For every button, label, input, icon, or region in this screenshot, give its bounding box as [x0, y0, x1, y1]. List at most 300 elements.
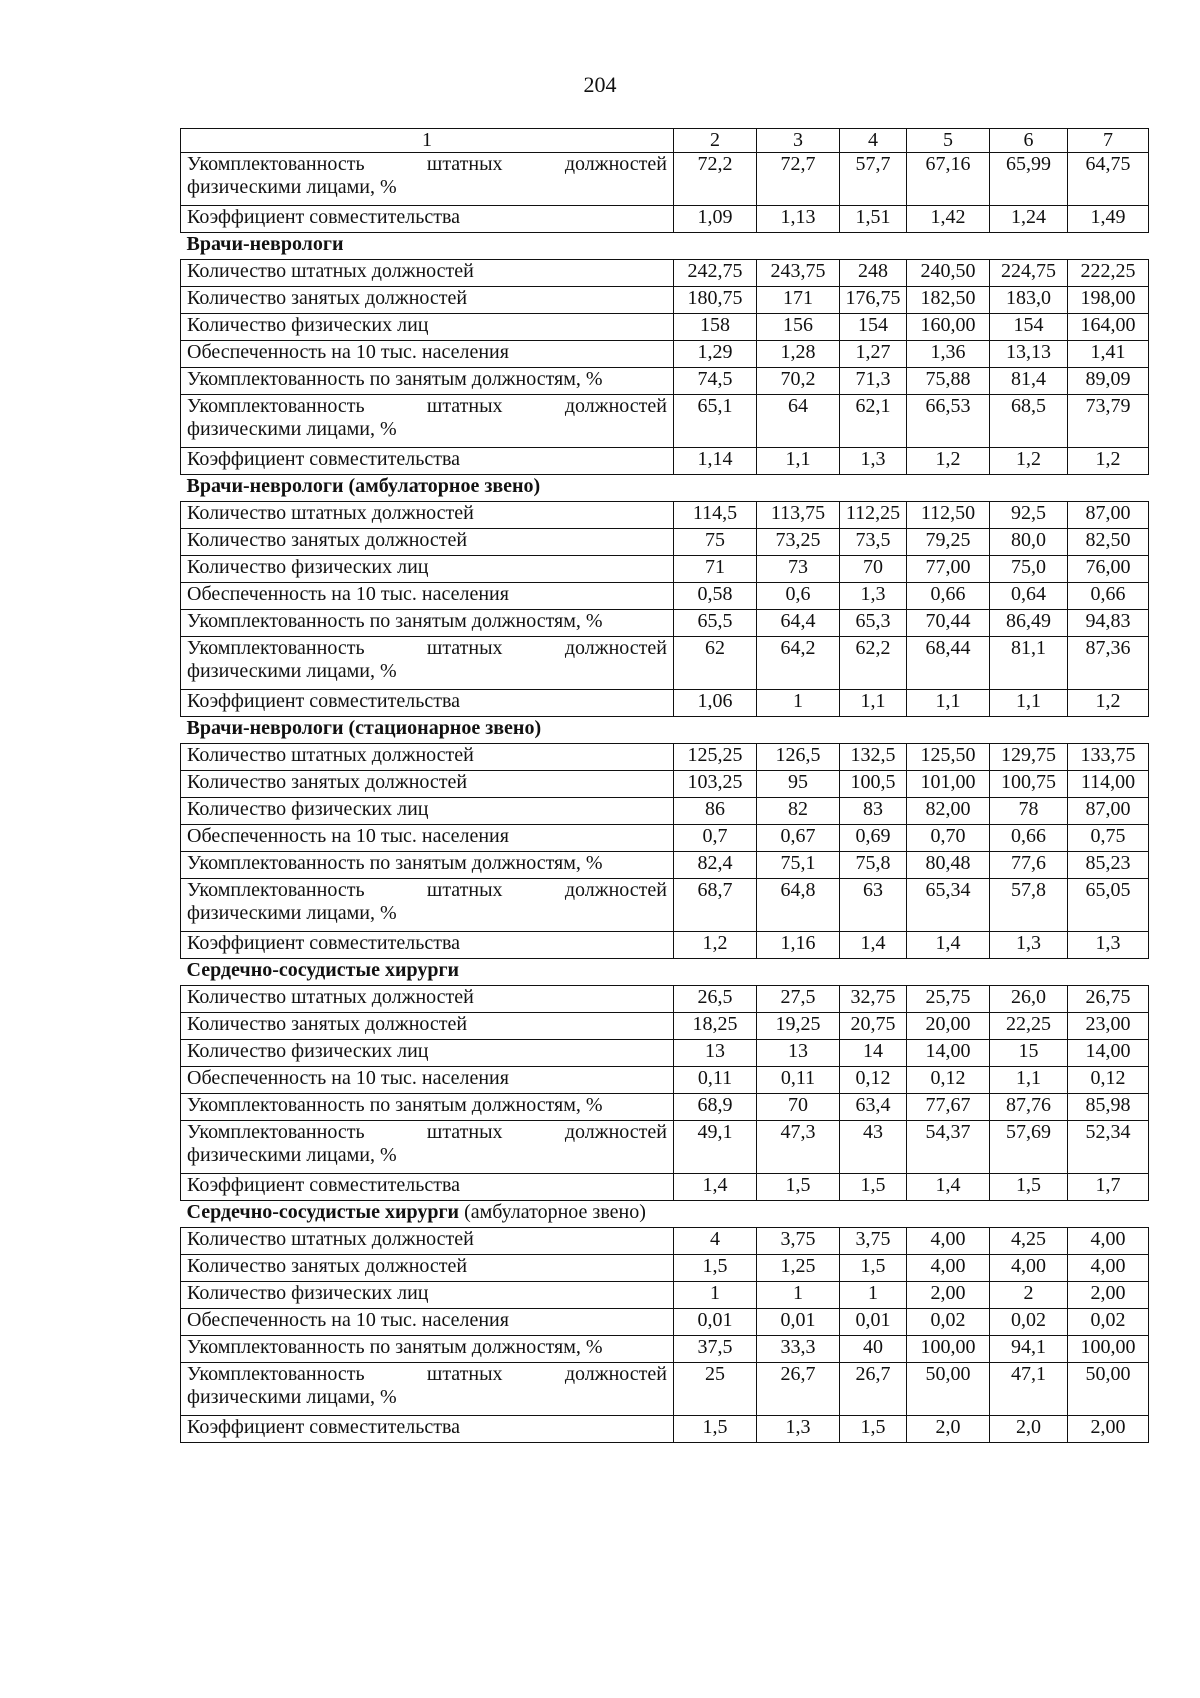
table-cell: 2,00 — [1068, 1282, 1149, 1309]
table-row — [181, 395, 1149, 448]
row-label: Количество занятых должностей — [181, 1013, 674, 1040]
table-cell: 0,12 — [840, 1067, 907, 1094]
table-cell: 67,16 — [907, 153, 990, 206]
row-label: Укомплектованность штатных должностей физическими лицами, % — [181, 395, 674, 448]
table-cell: 1,25 — [757, 1255, 840, 1282]
section-title — [181, 1201, 1149, 1228]
section-header-row — [181, 475, 1149, 502]
table-cell: 95 — [757, 771, 840, 798]
table-cell: 1,3 — [840, 583, 907, 610]
table-cell: 68,9 — [674, 1094, 757, 1121]
table-cell: 26,7 — [757, 1363, 840, 1416]
table-cell: 101,00 — [907, 771, 990, 798]
table-cell: 87,36 — [1068, 637, 1149, 690]
table-cell: 94,83 — [1068, 610, 1149, 637]
table-cell: 82,50 — [1068, 529, 1149, 556]
row-label: Количество физических лиц — [181, 798, 674, 825]
table-cell: 68,44 — [907, 637, 990, 690]
table-cell: 0,66 — [990, 825, 1068, 852]
table-cell: 1,24 — [990, 206, 1068, 233]
table-cell: 52,34 — [1068, 1121, 1149, 1174]
table-row — [181, 1094, 1149, 1121]
column-number: 3 — [757, 129, 840, 153]
table-cell: 0,01 — [840, 1309, 907, 1336]
table-row — [181, 153, 1149, 206]
row-label: Обеспеченность на 10 тыс. населения — [181, 825, 674, 852]
table-cell: 0,12 — [1068, 1067, 1149, 1094]
table-cell: 0,11 — [674, 1067, 757, 1094]
section-title-text: Врачи-неврологи — [186, 233, 344, 255]
table-cell: 1 — [674, 1282, 757, 1309]
row-label: Количество физических лиц — [181, 556, 674, 583]
table-cell: 50,00 — [907, 1363, 990, 1416]
table-cell: 0,01 — [674, 1309, 757, 1336]
table-cell: 64,8 — [757, 879, 840, 932]
table-cell: 1,4 — [674, 1174, 757, 1201]
table-row — [181, 932, 1149, 959]
table-cell: 4 — [674, 1228, 757, 1255]
section-title — [181, 717, 1149, 744]
table-cell: 75,8 — [840, 852, 907, 879]
table-cell: 14,00 — [907, 1040, 990, 1067]
table-row — [181, 1282, 1149, 1309]
column-number-row — [181, 129, 1149, 153]
section-title — [181, 475, 1149, 502]
table-cell: 176,75 — [840, 287, 907, 314]
table-cell: 4,25 — [990, 1228, 1068, 1255]
table-cell: 240,50 — [907, 260, 990, 287]
table-cell: 27,5 — [757, 986, 840, 1013]
table-row — [181, 798, 1149, 825]
table-cell: 82,00 — [907, 798, 990, 825]
table-cell: 19,25 — [757, 1013, 840, 1040]
table-cell: 25 — [674, 1363, 757, 1416]
column-number: 6 — [990, 129, 1068, 153]
table-cell: 1 — [757, 690, 840, 717]
table-cell: 0,67 — [757, 825, 840, 852]
row-label: Укомплектованность штатных должностей физическими лицами, % — [181, 1121, 674, 1174]
table-cell: 72,7 — [757, 153, 840, 206]
table-cell: 14,00 — [1068, 1040, 1149, 1067]
table-cell: 2,0 — [907, 1416, 990, 1443]
table-cell: 64 — [757, 395, 840, 448]
table-row — [181, 1040, 1149, 1067]
section-header-row — [181, 233, 1149, 260]
table-cell: 89,09 — [1068, 368, 1149, 395]
table-cell: 1,7 — [1068, 1174, 1149, 1201]
row-label: Количество штатных должностей — [181, 986, 674, 1013]
table-cell: 1,36 — [907, 341, 990, 368]
table-cell: 75,88 — [907, 368, 990, 395]
table-cell: 160,00 — [907, 314, 990, 341]
section-title-text: Сердечно-сосудистые хирурги — [186, 959, 460, 981]
row-label: Обеспеченность на 10 тыс. населения — [181, 583, 674, 610]
table-cell: 20,00 — [907, 1013, 990, 1040]
table-row — [181, 206, 1149, 233]
table-cell: 77,6 — [990, 852, 1068, 879]
table-cell: 78 — [990, 798, 1068, 825]
table-row — [181, 583, 1149, 610]
table-cell: 77,67 — [907, 1094, 990, 1121]
table-cell: 112,50 — [907, 502, 990, 529]
table-cell: 81,4 — [990, 368, 1068, 395]
table-cell: 1,3 — [990, 932, 1068, 959]
table-cell: 80,48 — [907, 852, 990, 879]
table-cell: 4,00 — [1068, 1255, 1149, 1282]
table-cell: 71 — [674, 556, 757, 583]
table-cell: 1,09 — [674, 206, 757, 233]
column-number: 2 — [674, 129, 757, 153]
row-label: Укомплектованность штатных должностей физическими лицами, % — [181, 1363, 674, 1416]
table-cell: 86,49 — [990, 610, 1068, 637]
row-label: Коэффициент совместительства — [181, 1416, 674, 1443]
table-cell: 73,5 — [840, 529, 907, 556]
row-label: Укомплектованность по занятым должностям, % — [181, 852, 674, 879]
table-row — [181, 287, 1149, 314]
table-cell: 70,2 — [757, 368, 840, 395]
table-cell: 242,75 — [674, 260, 757, 287]
table-cell: 1,29 — [674, 341, 757, 368]
table-cell: 75,1 — [757, 852, 840, 879]
row-label: Количество штатных должностей — [181, 502, 674, 529]
table-cell: 81,1 — [990, 637, 1068, 690]
table-cell: 18,25 — [674, 1013, 757, 1040]
table-cell: 64,2 — [757, 637, 840, 690]
table-cell: 54,37 — [907, 1121, 990, 1174]
table-cell: 80,0 — [990, 529, 1068, 556]
table-row — [181, 690, 1149, 717]
table-cell: 0,11 — [757, 1067, 840, 1094]
table-cell: 1,3 — [757, 1416, 840, 1443]
table-cell: 3,75 — [840, 1228, 907, 1255]
table-row — [181, 1067, 1149, 1094]
table-cell: 0,75 — [1068, 825, 1149, 852]
table-row — [181, 1309, 1149, 1336]
table-cell: 37,5 — [674, 1336, 757, 1363]
row-label: Укомплектованность штатных должностей физическими лицами, % — [181, 879, 674, 932]
table-cell: 0,64 — [990, 583, 1068, 610]
table-cell: 1,51 — [840, 206, 907, 233]
table-cell: 3,75 — [757, 1228, 840, 1255]
column-number: 5 — [907, 129, 990, 153]
table-row — [181, 1174, 1149, 1201]
table-cell: 2,0 — [990, 1416, 1068, 1443]
table-cell: 100,75 — [990, 771, 1068, 798]
table-cell: 85,23 — [1068, 852, 1149, 879]
table-cell: 1,06 — [674, 690, 757, 717]
table-cell: 182,50 — [907, 287, 990, 314]
table-cell: 73,25 — [757, 529, 840, 556]
table-cell: 71,3 — [840, 368, 907, 395]
table-cell: 79,25 — [907, 529, 990, 556]
table-cell: 70,44 — [907, 610, 990, 637]
table-cell: 65,5 — [674, 610, 757, 637]
table-cell: 154 — [840, 314, 907, 341]
table-cell: 1,5 — [840, 1174, 907, 1201]
table-cell: 1,14 — [674, 448, 757, 475]
section-title — [181, 959, 1149, 986]
table-cell: 43 — [840, 1121, 907, 1174]
table-cell: 0,7 — [674, 825, 757, 852]
table-cell: 64,75 — [1068, 153, 1149, 206]
table-cell: 73 — [757, 556, 840, 583]
table-cell: 100,5 — [840, 771, 907, 798]
table-cell: 0,70 — [907, 825, 990, 852]
row-label: Коэффициент совместительства — [181, 1174, 674, 1201]
row-label: Укомплектованность по занятым должностям, % — [181, 368, 674, 395]
table-cell: 198,00 — [1068, 287, 1149, 314]
table-cell: 2,00 — [907, 1282, 990, 1309]
table-cell: 2 — [990, 1282, 1068, 1309]
table-cell: 100,00 — [907, 1336, 990, 1363]
table-row — [181, 852, 1149, 879]
table-cell: 114,5 — [674, 502, 757, 529]
table-cell: 1,5 — [990, 1174, 1068, 1201]
table-cell: 62,2 — [840, 637, 907, 690]
table-row — [181, 637, 1149, 690]
row-label: Укомплектованность по занятым должностям, % — [181, 610, 674, 637]
table-cell: 0,58 — [674, 583, 757, 610]
table-cell: 85,98 — [1068, 1094, 1149, 1121]
table-cell: 0,02 — [907, 1309, 990, 1336]
row-label: Коэффициент совместительства — [181, 690, 674, 717]
table-row — [181, 529, 1149, 556]
table-cell: 94,1 — [990, 1336, 1068, 1363]
table-cell: 248 — [840, 260, 907, 287]
table-cell: 87,76 — [990, 1094, 1068, 1121]
table-cell: 4,00 — [990, 1255, 1068, 1282]
table-cell: 112,25 — [840, 502, 907, 529]
table-cell: 0,66 — [907, 583, 990, 610]
table-body — [181, 129, 1149, 1443]
staffing-table — [180, 128, 1149, 1443]
table-cell: 62,1 — [840, 395, 907, 448]
table-cell: 1,41 — [1068, 341, 1149, 368]
table-cell: 1,2 — [907, 448, 990, 475]
table-cell: 86 — [674, 798, 757, 825]
table-cell: 40 — [840, 1336, 907, 1363]
table-cell: 1,1 — [907, 690, 990, 717]
table-row — [181, 448, 1149, 475]
table-cell: 1,1 — [840, 690, 907, 717]
table-cell: 1,4 — [907, 1174, 990, 1201]
row-label: Укомплектованность штатных должностей физическими лицами, % — [181, 153, 674, 206]
table-cell: 1,3 — [1068, 932, 1149, 959]
table-row — [181, 1013, 1149, 1040]
table-cell: 103,25 — [674, 771, 757, 798]
table-row — [181, 879, 1149, 932]
table-cell: 73,79 — [1068, 395, 1149, 448]
column-number: 4 — [840, 129, 907, 153]
table-row — [181, 556, 1149, 583]
table-cell: 158 — [674, 314, 757, 341]
table-cell: 180,75 — [674, 287, 757, 314]
table-cell: 1,1 — [757, 448, 840, 475]
row-label: Укомплектованность по занятым должностям, % — [181, 1094, 674, 1121]
table-cell: 4,00 — [907, 1255, 990, 1282]
table-cell: 1,5 — [674, 1255, 757, 1282]
row-label: Коэффициент совместительства — [181, 932, 674, 959]
table-cell: 154 — [990, 314, 1068, 341]
table-cell: 47,1 — [990, 1363, 1068, 1416]
table-cell: 33,3 — [757, 1336, 840, 1363]
section-title-text: Сердечно-сосудистые хирурги — [186, 1201, 460, 1223]
table-row — [181, 610, 1149, 637]
table-cell: 26,75 — [1068, 986, 1149, 1013]
table-cell: 26,5 — [674, 986, 757, 1013]
table-row — [181, 1121, 1149, 1174]
table-cell: 1,16 — [757, 932, 840, 959]
table-cell: 1,27 — [840, 341, 907, 368]
table-cell: 65,05 — [1068, 879, 1149, 932]
table-row — [181, 1255, 1149, 1282]
table-cell: 77,00 — [907, 556, 990, 583]
table-cell: 15 — [990, 1040, 1068, 1067]
table-cell: 68,5 — [990, 395, 1068, 448]
row-label: Количество физических лиц — [181, 1282, 674, 1309]
table-cell: 171 — [757, 287, 840, 314]
table-cell: 65,99 — [990, 153, 1068, 206]
table-row — [181, 260, 1149, 287]
table-cell: 57,69 — [990, 1121, 1068, 1174]
table-cell: 82 — [757, 798, 840, 825]
table-cell: 0,6 — [757, 583, 840, 610]
table-cell: 1 — [840, 1282, 907, 1309]
table-cell: 1,3 — [840, 448, 907, 475]
table-cell: 1,2 — [990, 448, 1068, 475]
row-label: Количество занятых должностей — [181, 529, 674, 556]
table-cell: 1,4 — [907, 932, 990, 959]
table-cell: 132,5 — [840, 744, 907, 771]
table-cell: 74,5 — [674, 368, 757, 395]
row-label: Количество штатных должностей — [181, 260, 674, 287]
table-cell: 68,7 — [674, 879, 757, 932]
section-title-text: Врачи-неврологи (амбулаторное звено) — [186, 475, 541, 497]
table-row — [181, 502, 1149, 529]
table-cell: 87,00 — [1068, 502, 1149, 529]
table-cell: 1,28 — [757, 341, 840, 368]
section-title — [181, 233, 1149, 260]
table-cell: 0,69 — [840, 825, 907, 852]
table-cell: 1,5 — [674, 1416, 757, 1443]
table-cell: 26,0 — [990, 986, 1068, 1013]
table-cell: 243,75 — [757, 260, 840, 287]
table-row — [181, 1228, 1149, 1255]
table-cell: 50,00 — [1068, 1363, 1149, 1416]
column-number: 1 — [181, 129, 674, 153]
table-cell: 75,0 — [990, 556, 1068, 583]
table-cell: 1,2 — [674, 932, 757, 959]
table-row — [181, 368, 1149, 395]
row-label: Обеспеченность на 10 тыс. населения — [181, 1067, 674, 1094]
table-cell: 25,75 — [907, 986, 990, 1013]
table-cell: 156 — [757, 314, 840, 341]
table-cell: 65,3 — [840, 610, 907, 637]
table-cell: 64,4 — [757, 610, 840, 637]
table-cell: 1,13 — [757, 206, 840, 233]
page-number: 204 — [583, 72, 617, 97]
row-label: Обеспеченность на 10 тыс. населения — [181, 341, 674, 368]
section-title-suffix: (амбулаторное звено) — [459, 1201, 646, 1223]
table-cell: 70 — [757, 1094, 840, 1121]
table-row — [181, 1363, 1149, 1416]
section-header-row — [181, 717, 1149, 744]
table-cell: 70 — [840, 556, 907, 583]
table-cell: 2,00 — [1068, 1416, 1149, 1443]
table-cell: 49,1 — [674, 1121, 757, 1174]
row-label: Обеспеченность на 10 тыс. населения — [181, 1309, 674, 1336]
row-label: Укомплектованность по занятым должностям, % — [181, 1336, 674, 1363]
column-number: 7 — [1068, 129, 1149, 153]
table-cell: 57,7 — [840, 153, 907, 206]
table-cell: 1,2 — [1068, 690, 1149, 717]
table-row — [181, 825, 1149, 852]
table-cell: 66,53 — [907, 395, 990, 448]
row-label: Количество занятых должностей — [181, 1255, 674, 1282]
table-row — [181, 986, 1149, 1013]
table-cell: 62 — [674, 637, 757, 690]
table-cell: 13 — [674, 1040, 757, 1067]
section-header-row — [181, 959, 1149, 986]
row-label: Укомплектованность штатных должностей физическими лицами, % — [181, 637, 674, 690]
table-cell: 14 — [840, 1040, 907, 1067]
table-cell: 183,0 — [990, 287, 1068, 314]
table-cell: 76,00 — [1068, 556, 1149, 583]
table-cell: 13 — [757, 1040, 840, 1067]
table-row — [181, 341, 1149, 368]
table-cell: 65,34 — [907, 879, 990, 932]
table-cell: 222,25 — [1068, 260, 1149, 287]
table-cell: 129,75 — [990, 744, 1068, 771]
table-cell: 32,75 — [840, 986, 907, 1013]
table-cell: 164,00 — [1068, 314, 1149, 341]
table-cell: 65,1 — [674, 395, 757, 448]
table-row — [181, 744, 1149, 771]
table-cell: 100,00 — [1068, 1336, 1149, 1363]
table-cell: 63,4 — [840, 1094, 907, 1121]
table-cell: 126,5 — [757, 744, 840, 771]
table-cell: 224,75 — [990, 260, 1068, 287]
table-cell: 72,2 — [674, 153, 757, 206]
row-label: Количество занятых должностей — [181, 287, 674, 314]
table-cell: 4,00 — [907, 1228, 990, 1255]
table-cell: 1 — [757, 1282, 840, 1309]
row-label: Количество штатных должностей — [181, 1228, 674, 1255]
table-cell: 1,4 — [840, 932, 907, 959]
section-header-row — [181, 1201, 1149, 1228]
table-cell: 0,12 — [907, 1067, 990, 1094]
table-cell: 1,5 — [757, 1174, 840, 1201]
section-title-text: Врачи-неврологи (стационарное звено) — [186, 717, 542, 739]
table-cell: 4,00 — [1068, 1228, 1149, 1255]
table-cell: 92,5 — [990, 502, 1068, 529]
row-label: Количество физических лиц — [181, 1040, 674, 1067]
table-cell: 22,25 — [990, 1013, 1068, 1040]
table-cell: 0,02 — [990, 1309, 1068, 1336]
table-cell: 20,75 — [840, 1013, 907, 1040]
table-cell: 82,4 — [674, 852, 757, 879]
table-cell: 57,8 — [990, 879, 1068, 932]
table-row — [181, 314, 1149, 341]
table-cell: 0,66 — [1068, 583, 1149, 610]
table-cell: 1,2 — [1068, 448, 1149, 475]
table-cell: 47,3 — [757, 1121, 840, 1174]
table-row — [181, 1416, 1149, 1443]
table-cell: 1,1 — [990, 690, 1068, 717]
table-cell: 0,01 — [757, 1309, 840, 1336]
table-cell: 113,75 — [757, 502, 840, 529]
table-cell: 1,1 — [990, 1067, 1068, 1094]
